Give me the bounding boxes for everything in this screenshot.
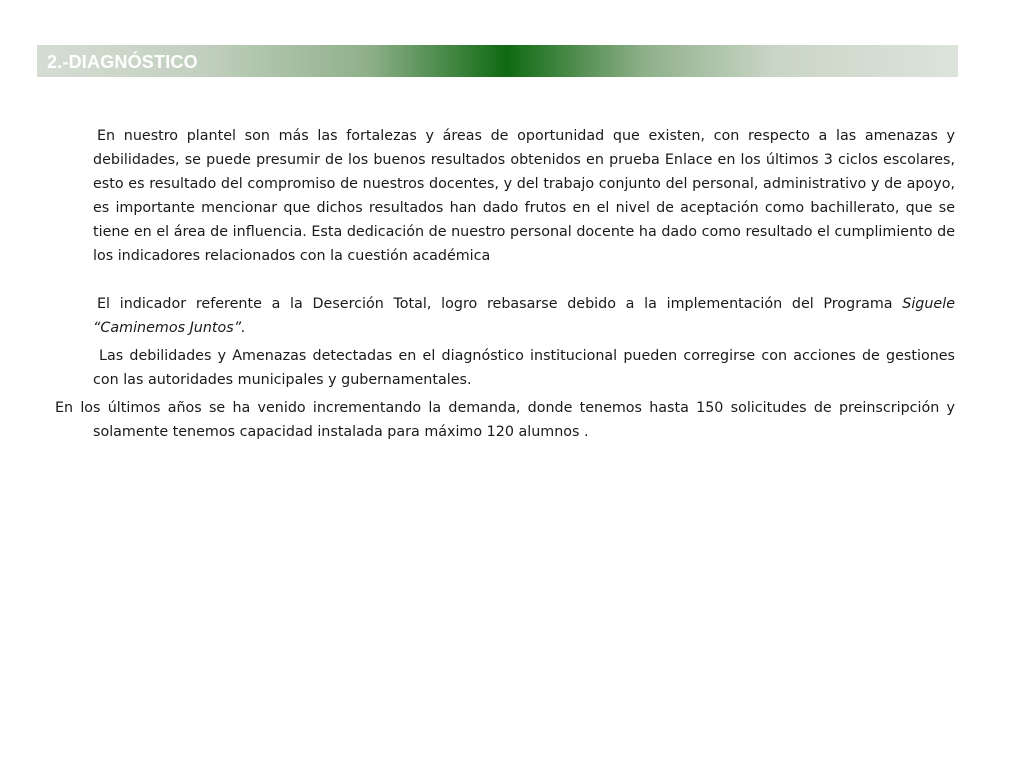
- paragraph-weaknesses: Las debilidades y Amenazas detectadas en el diagnóstico institucional pueden corregirse con acciones de gestiones con las autoridades municipales y gubernamentales.: [93, 348, 955, 388]
- paragraph-strengths: En nuestro plantel son más las fortalezas y áreas de oportunidad que existen, con respecto a las amenazas y debilidades, se puede presumir de los buenos resultados obtenidos en prueba Enlace en los últimos 3 ciclos escolares, esto es resultado del compromiso de nuestros docentes, y del trabajo conjunto del personal, administrativo y de apoyo, es importante mencionar que dichos resultados han dado frutos en el nivel de aceptación como bachillerato, que se tiene en el área de influencia. Esta dedicación de nuestro personal docente ha dado como resultado el cumplimiento de los indicadores relacionados con la cuestión académica: [93, 128, 955, 264]
- title-bar: [37, 45, 958, 77]
- slide-title: 2.-DIAGNÓSTICO: [47, 52, 198, 72]
- paragraph-demand: En los últimos años se ha venido incrementando la demanda, donde tenemos hasta 150 solicitudes de preinscripción y solamente tenemos capacidad instalada para máximo 120 alumnos .: [55, 400, 955, 440]
- paragraph-indicator: [55, 292, 955, 340]
- program-name: Siguele “Caminemos Juntos”.: [93, 296, 955, 336]
- indicator-text: El indicador referente a la Deserción Total, logro rebasarse debido a la implementación del Programa: [97, 296, 903, 312]
- slide-body: [55, 124, 955, 444]
